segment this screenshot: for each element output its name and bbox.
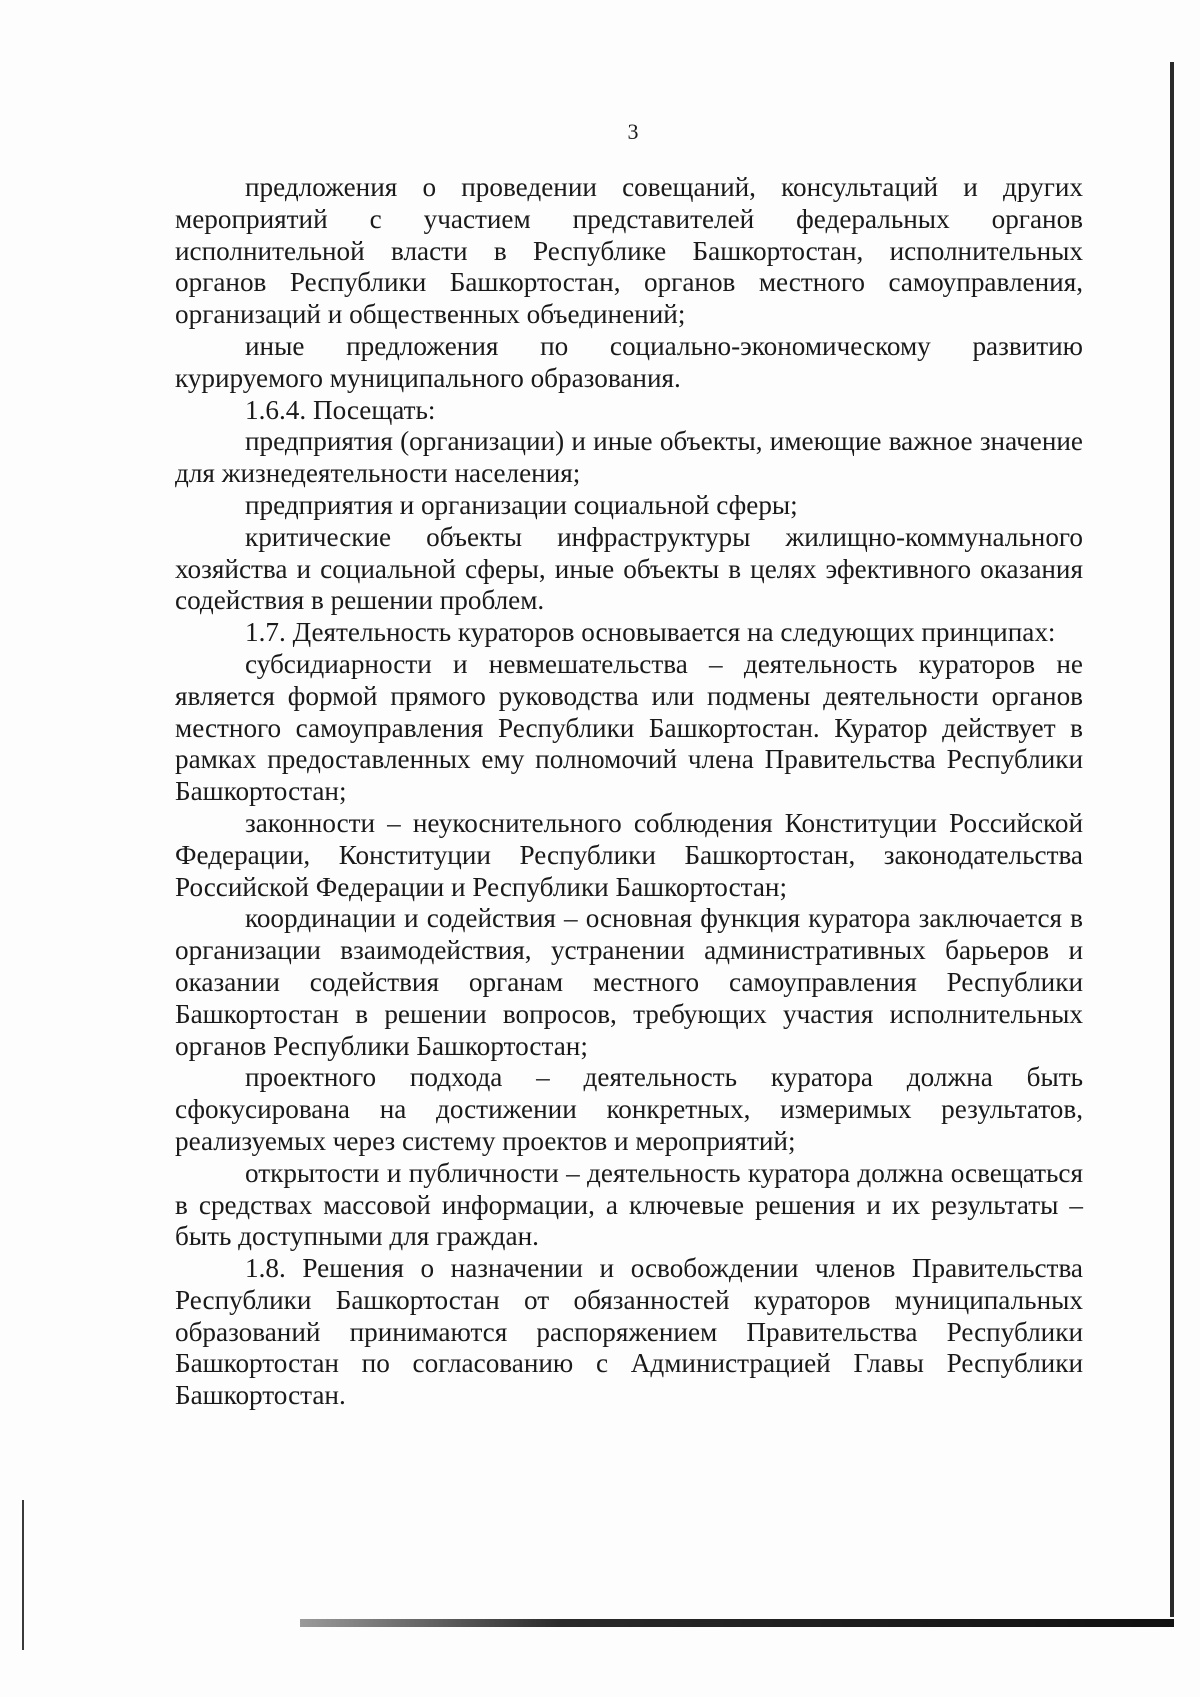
page-number: 3 bbox=[627, 119, 639, 144]
scan-edge-right bbox=[1170, 62, 1174, 1617]
paragraph-critical-objects: критические объекты инфраструктуры жилищно-коммунального хозяйства и социальной сферы, иные объекты в целях эфективного оказания содействия в решении проблем. bbox=[175, 521, 1083, 616]
paragraph-social-sphere: предприятия и организации социальной сферы; bbox=[245, 489, 798, 520]
paragraph-legality: законности – неукоснительного соблюдения Конституции Российской Федерации, Конституции Республики Башкортостан, законодательства Российской Федерации и Республики Башкортостан; bbox=[175, 807, 1083, 902]
paragraph-enterprises-important: предприятия (организации) и иные объекты, имеющие важное значение для жизнедеятельности населения; bbox=[175, 426, 1083, 489]
paragraph-1-8: 1.8. Решения о назначении и освобождении членов Правительства Республики Башкортостан от обязанностей кураторов муниципальных образований принимаются распоряжением Правительства Республики Башкортостан по согласованию с Администрацией Главы Республики Башкортостан. bbox=[175, 1253, 1083, 1411]
paragraph-subsidiarity: субсидиарности и невмешательства – деятельность кураторов не является формой прямого руководства или подмены деятельности органов местного самоуправления Республики Башкортостан. Куратор действует в рамках предоставленных ему полномочий члена Правительства Республики Башкортостан; bbox=[175, 648, 1083, 807]
paragraph-project-approach: проектного подхода – деятельность куратора должна быть сфокусирована на достижении конкретных, измеримых результатов, реализуемых через систему проектов и мероприятий; bbox=[175, 1062, 1083, 1156]
paragraph-openness: открытости и публичности – деятельность куратора должна освещаться в средствах массовой информации, а ключевые решения и их результаты – быть доступными для граждан. bbox=[175, 1157, 1083, 1252]
paragraph-coordination: координации и содействия – основная функция куратора заключается в организации взаимодействия, устранении административных барьеров и оказании содействия органам местного самоуправления Республики Башкортостан в решении вопросов, требующих участия исполнительных органов Республики Башкортостан; bbox=[175, 903, 1083, 1061]
document-body bbox=[175, 172, 1083, 1412]
paragraph-1-6-4: 1.6.4. Посещать: bbox=[245, 394, 436, 425]
scan-edge-left bbox=[22, 1500, 24, 1650]
paragraph-1-7: 1.7. Деятельность кураторов основывается на следующих принципах: bbox=[245, 617, 1056, 648]
paragraph-proposals-meetings: предложения о проведении совещаний, консультаций и других мероприятий с участием представителей федеральных органов исполнительной власти в Республике Башкортостан, исполнительных органов Республики Башкортостан, органов местного самоуправления, организаций и общественных объединений; bbox=[175, 172, 1083, 330]
scan-edge-bottom bbox=[300, 1619, 1174, 1627]
paragraph-other-proposals: иные предложения по социально-экономическому развитию курируемого муниципального образования. bbox=[175, 330, 1083, 393]
